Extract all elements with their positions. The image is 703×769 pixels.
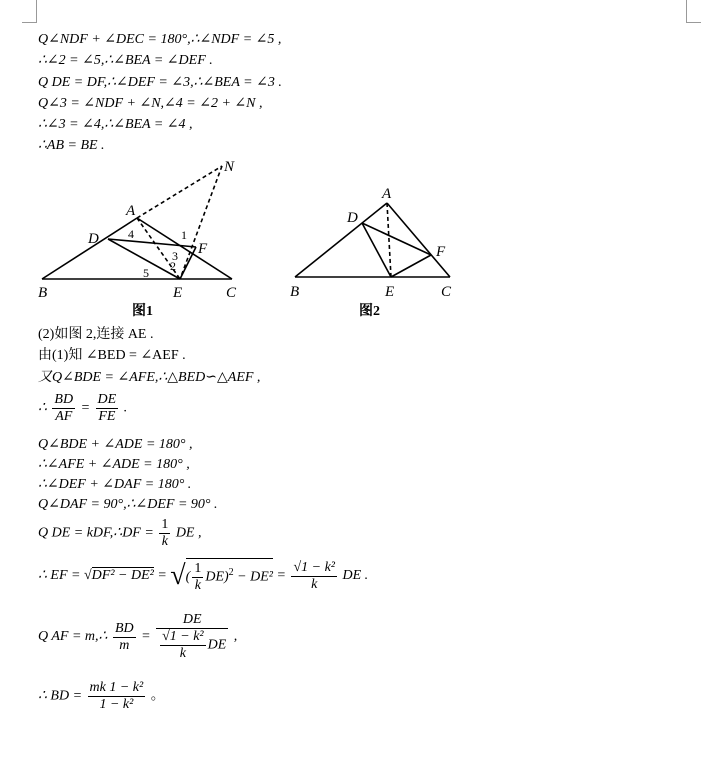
fraction-DE-FE: $\frac{DE}{FE}$ [97,392,117,424]
figure-2-caption: 图2 [359,304,380,319]
label-E: E [173,285,183,301]
segment-AC-2 [387,203,450,277]
segment-DE-2 [362,223,391,277]
label-C: C [226,285,237,301]
angle-label-3: 3 [172,249,178,263]
segment-BA-2 [295,203,387,277]
segment-DF-2 [362,223,431,255]
dashed-AE-2 [387,203,391,277]
proof-line-4: Q∠3 = ∠NDF + ∠N,∠4 = ∠2 + ∠N , [38,96,263,111]
label-A-2: A [382,186,392,202]
label-F-2: F [436,244,446,260]
label-B: B [38,285,48,301]
fraction-complex: DE $\frac{\text{√1 − k²}}{k}$ DE [156,612,228,662]
fraction-final: $\frac{\text{mk 1 − k²}}{\text{1 − k²}}$ [89,680,144,712]
label-A: A [126,203,136,219]
angle-label-4: 4 [128,227,134,241]
angle-label-5: 5 [143,266,149,280]
proof-line-2: ∴∠2 = ∠5,∴∠BEA = ∠DEF . [38,53,213,68]
angle-label-1: 1 [181,228,187,242]
part2-line-3: 又Q∠BDE = ∠AFE,∴△BED∽△AEF , [38,370,261,385]
dashed-AN [137,166,222,218]
fraction-1-k: $\frac{1}{k}$ [161,517,169,549]
part2-line-12: ∴ BD = $\frac{\text{mk 1 − k²}}{\text{1 − k²}}$ 。 [38,680,165,712]
figure-1-caption: 图1 [132,304,153,319]
label-N: N [224,159,235,175]
angle-label-2: 2 [170,259,176,273]
label-F: F [198,241,208,257]
crop-mark-right [686,0,701,23]
radical-2: √( $\frac{1}{k}$ DE)$^2$ − DE² [170,560,273,593]
label-B-2: B [290,284,300,300]
proof-line-5: ∴∠3 = ∠4,∴∠BEA = ∠4 , [38,117,193,132]
part2-line-10: ∴ EF = √DF² − DE² = √( $\frac{1}{k}$ DE)$^2$ − DE² = $\frac{\text{√1 − k²}}{k}$ DE . [38,559,369,593]
radical-1: √DF² − DE² [83,568,154,584]
proof-line-1: Q∠NDF + ∠DEC = 180°,∴∠NDF = ∠5 , [38,32,282,47]
part2-line-11: Q AF = m,∴ $\frac{BD}{m}$ = DE $\frac{\text{√1 − k²}}{k}$ DE , [38,612,238,661]
segment-EF-2 [391,255,431,277]
part2-line-4: ∴ $\frac{BD}{AF}$ = $\frac{DE}{FE}$ . [38,392,128,424]
part2-line-9: Q DE = kDF,∴DF = $\frac{1}{k}$ DE , [38,517,202,549]
part2-line-6: ∴∠AFE + ∠ADE = 180° , [38,457,190,472]
part2-line-7: ∴∠DEF + ∠DAF = 180° . [38,477,192,492]
part2-line-2: 由(1)知 ∠BED = ∠AEF . [38,348,186,363]
label-C-2: C [441,284,452,300]
fraction-sqrt-k: $\frac{\text{√1 − k²}}{k}$ [293,559,335,592]
figure-1 [30,150,260,320]
label-D-2: D [347,210,358,226]
label-D: D [88,231,99,247]
dashed-NE [180,166,222,279]
proof-line-3: Q DE = DF,∴∠DEF = ∠3,∴∠BEA = ∠3 . [38,75,282,90]
figure-2 [285,180,460,320]
fraction-BD-AF: $\frac{BD}{AF}$ [54,392,74,424]
part2-line-1: (2)如图 2,连接 AE . [38,327,154,342]
proof-line-6: ∴AB = BE . [38,138,105,153]
crop-mark-left [22,0,37,23]
part2-line-8: Q∠DAF = 90°,∴∠DEF = 90° . [38,497,218,512]
segment-BA [42,218,137,279]
part2-line-5: Q∠BDE + ∠ADE = 180° , [38,437,193,452]
fraction-BD-m: $\frac{BD}{m}$ [114,620,134,653]
label-E-2: E [385,284,395,300]
therefore-symbol: ∴ [38,400,47,416]
